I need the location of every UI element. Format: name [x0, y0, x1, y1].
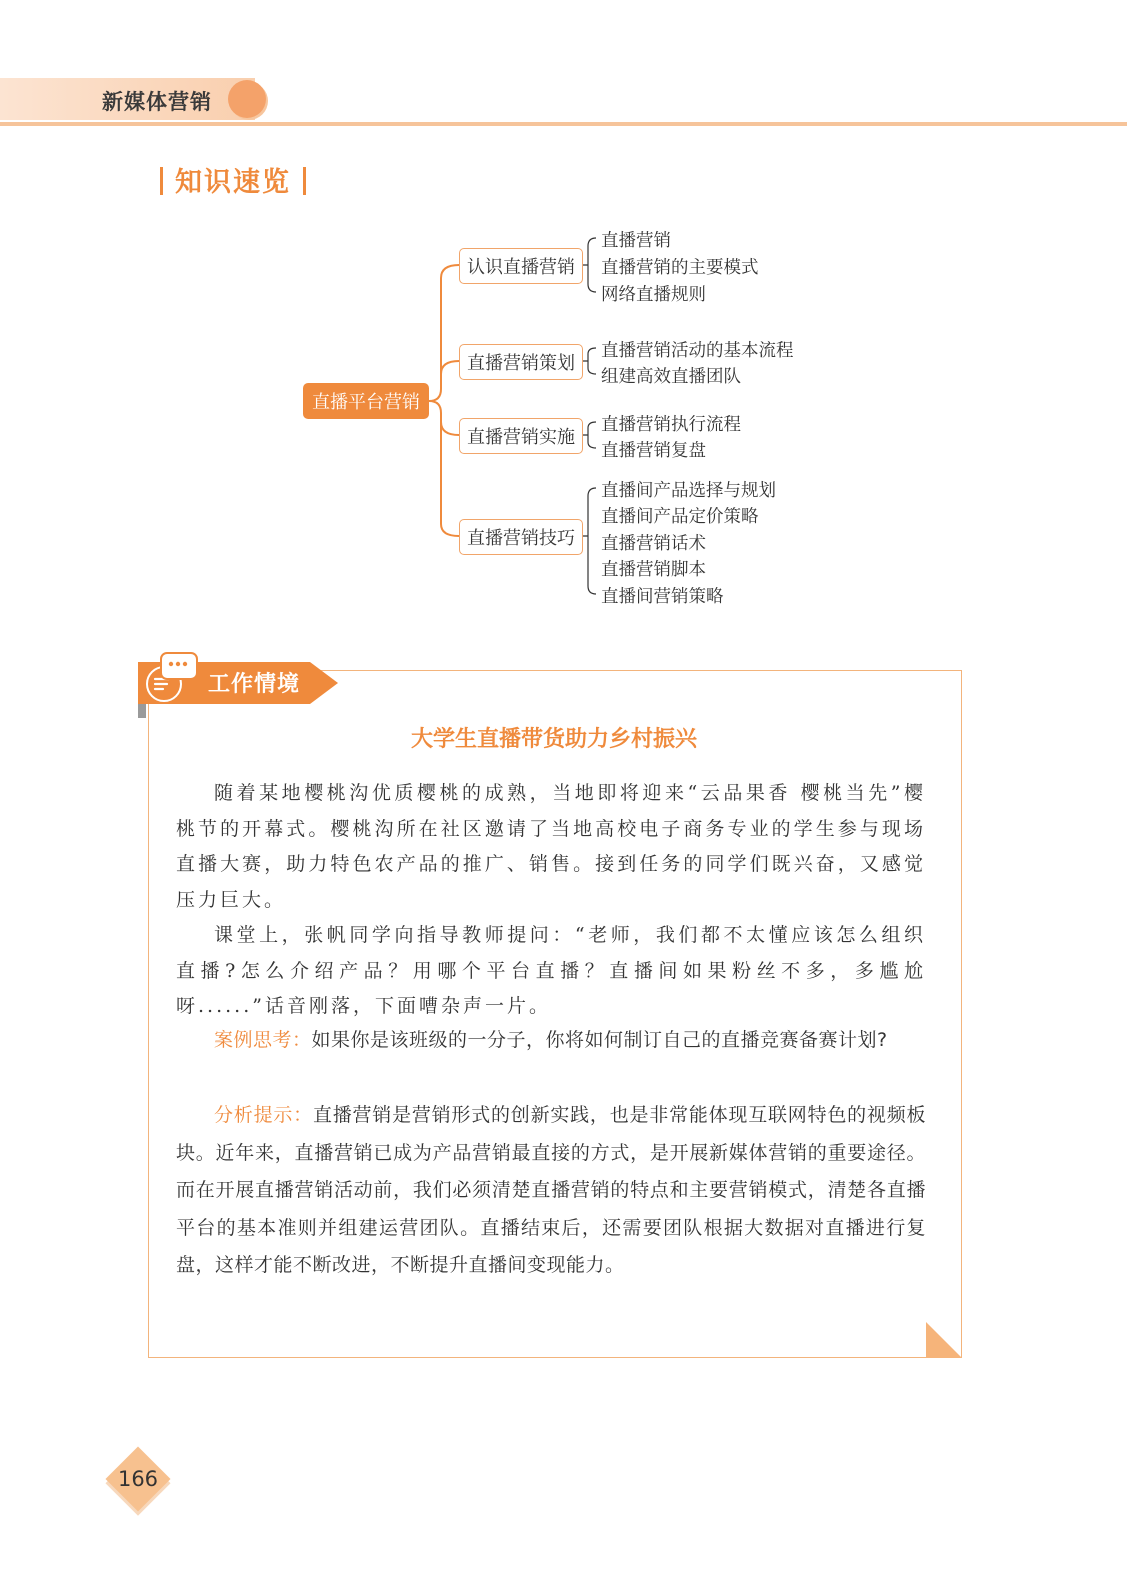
hint-text: 直播营销是营销形式的创新实践，也是非常能体现互联网特色的视频板块。近年来，直播营销已成为产品营销最直接的方式，是开展新媒体营销的重要途径。而在开展直播营销活动前，我们必须清楚直播营销的特点和主要营销模式，清楚各直播平台的基本准则并组建运营团队。直播结束后，还需要团队根据大数据对直播进行复盘，这样才能不断改进，不断提升直播间变现能力。 — [176, 1104, 926, 1276]
mindmap-leaf: 直播间营销策略 — [601, 587, 724, 607]
mindmap-branch: 直播营销技巧 — [459, 519, 583, 555]
mindmap-leaf: 直播营销 — [601, 231, 671, 251]
mindmap-leaf: 直播营销话术 — [601, 534, 706, 554]
mindmap-branch: 认识直播营销 — [459, 248, 583, 284]
mindmap-branch: 直播营销实施 — [459, 418, 583, 454]
case-box-fold-corner — [926, 1322, 962, 1358]
mindmap-leaf: 直播营销活动的基本流程 — [601, 341, 794, 361]
mindmap-leaf: 直播间产品定价策略 — [601, 507, 759, 527]
think-text: 如果你是该班级的一分子，你将如何制订自己的直播竞赛备赛计划? — [311, 1029, 888, 1051]
tab-shadow — [138, 704, 146, 718]
case-tab-label: 工作情境 — [208, 672, 301, 697]
mindmap-leaf: 直播营销的主要模式 — [601, 258, 759, 278]
mindmap-leaf: 直播营销复盘 — [601, 441, 706, 461]
mindmap-leaf: 直播营销脚本 — [601, 560, 706, 580]
think-label: 案例思考： — [214, 1029, 312, 1051]
case-paragraph-1: 随着某地樱桃沟优质樱桃的成熟，当地即将迎来“云品果香 樱桃当先”樱桃节的开幕式。樱桃沟所在社区邀请了当地高校电子商务专业的学生参与现场直播大赛，助力特色农产品的推广、销售。接到任务的同学们既兴奋，又感觉压力巨大。 — [176, 782, 926, 911]
section-title-text: 知识速览 — [175, 167, 291, 198]
mindmap-leaf: 网络直播规则 — [601, 285, 706, 305]
mindmap-branch: 直播营销策划 — [459, 344, 583, 380]
mindmap-root: 直播平台营销 — [303, 383, 429, 419]
speech-bubble-icon — [160, 652, 198, 680]
hint-label: 分析提示： — [214, 1104, 313, 1126]
mindmap-leaf: 直播营销执行流程 — [601, 415, 741, 435]
case-paragraph-2: 课堂上，张帆同学向指导教师提问：“老师，我们都不太懂应该怎么组织直播?怎么介绍产品？用哪个平台直播？直播间如果粉丝不多，多尴尬呀......”话音刚落，下面嘈杂声一片。 — [176, 924, 926, 1017]
case-think — [176, 1022, 926, 1060]
case-title: 大学生直播带货助力乡村振兴 — [410, 726, 697, 752]
book-title: 新媒体营销 — [102, 90, 212, 114]
mindmap-leaf: 组建高效直播团队 — [601, 367, 741, 387]
case-hint — [176, 1097, 926, 1285]
mindmap-leaf: 直播间产品选择与规划 — [601, 481, 776, 501]
page-number: 166 — [117, 1467, 159, 1491]
